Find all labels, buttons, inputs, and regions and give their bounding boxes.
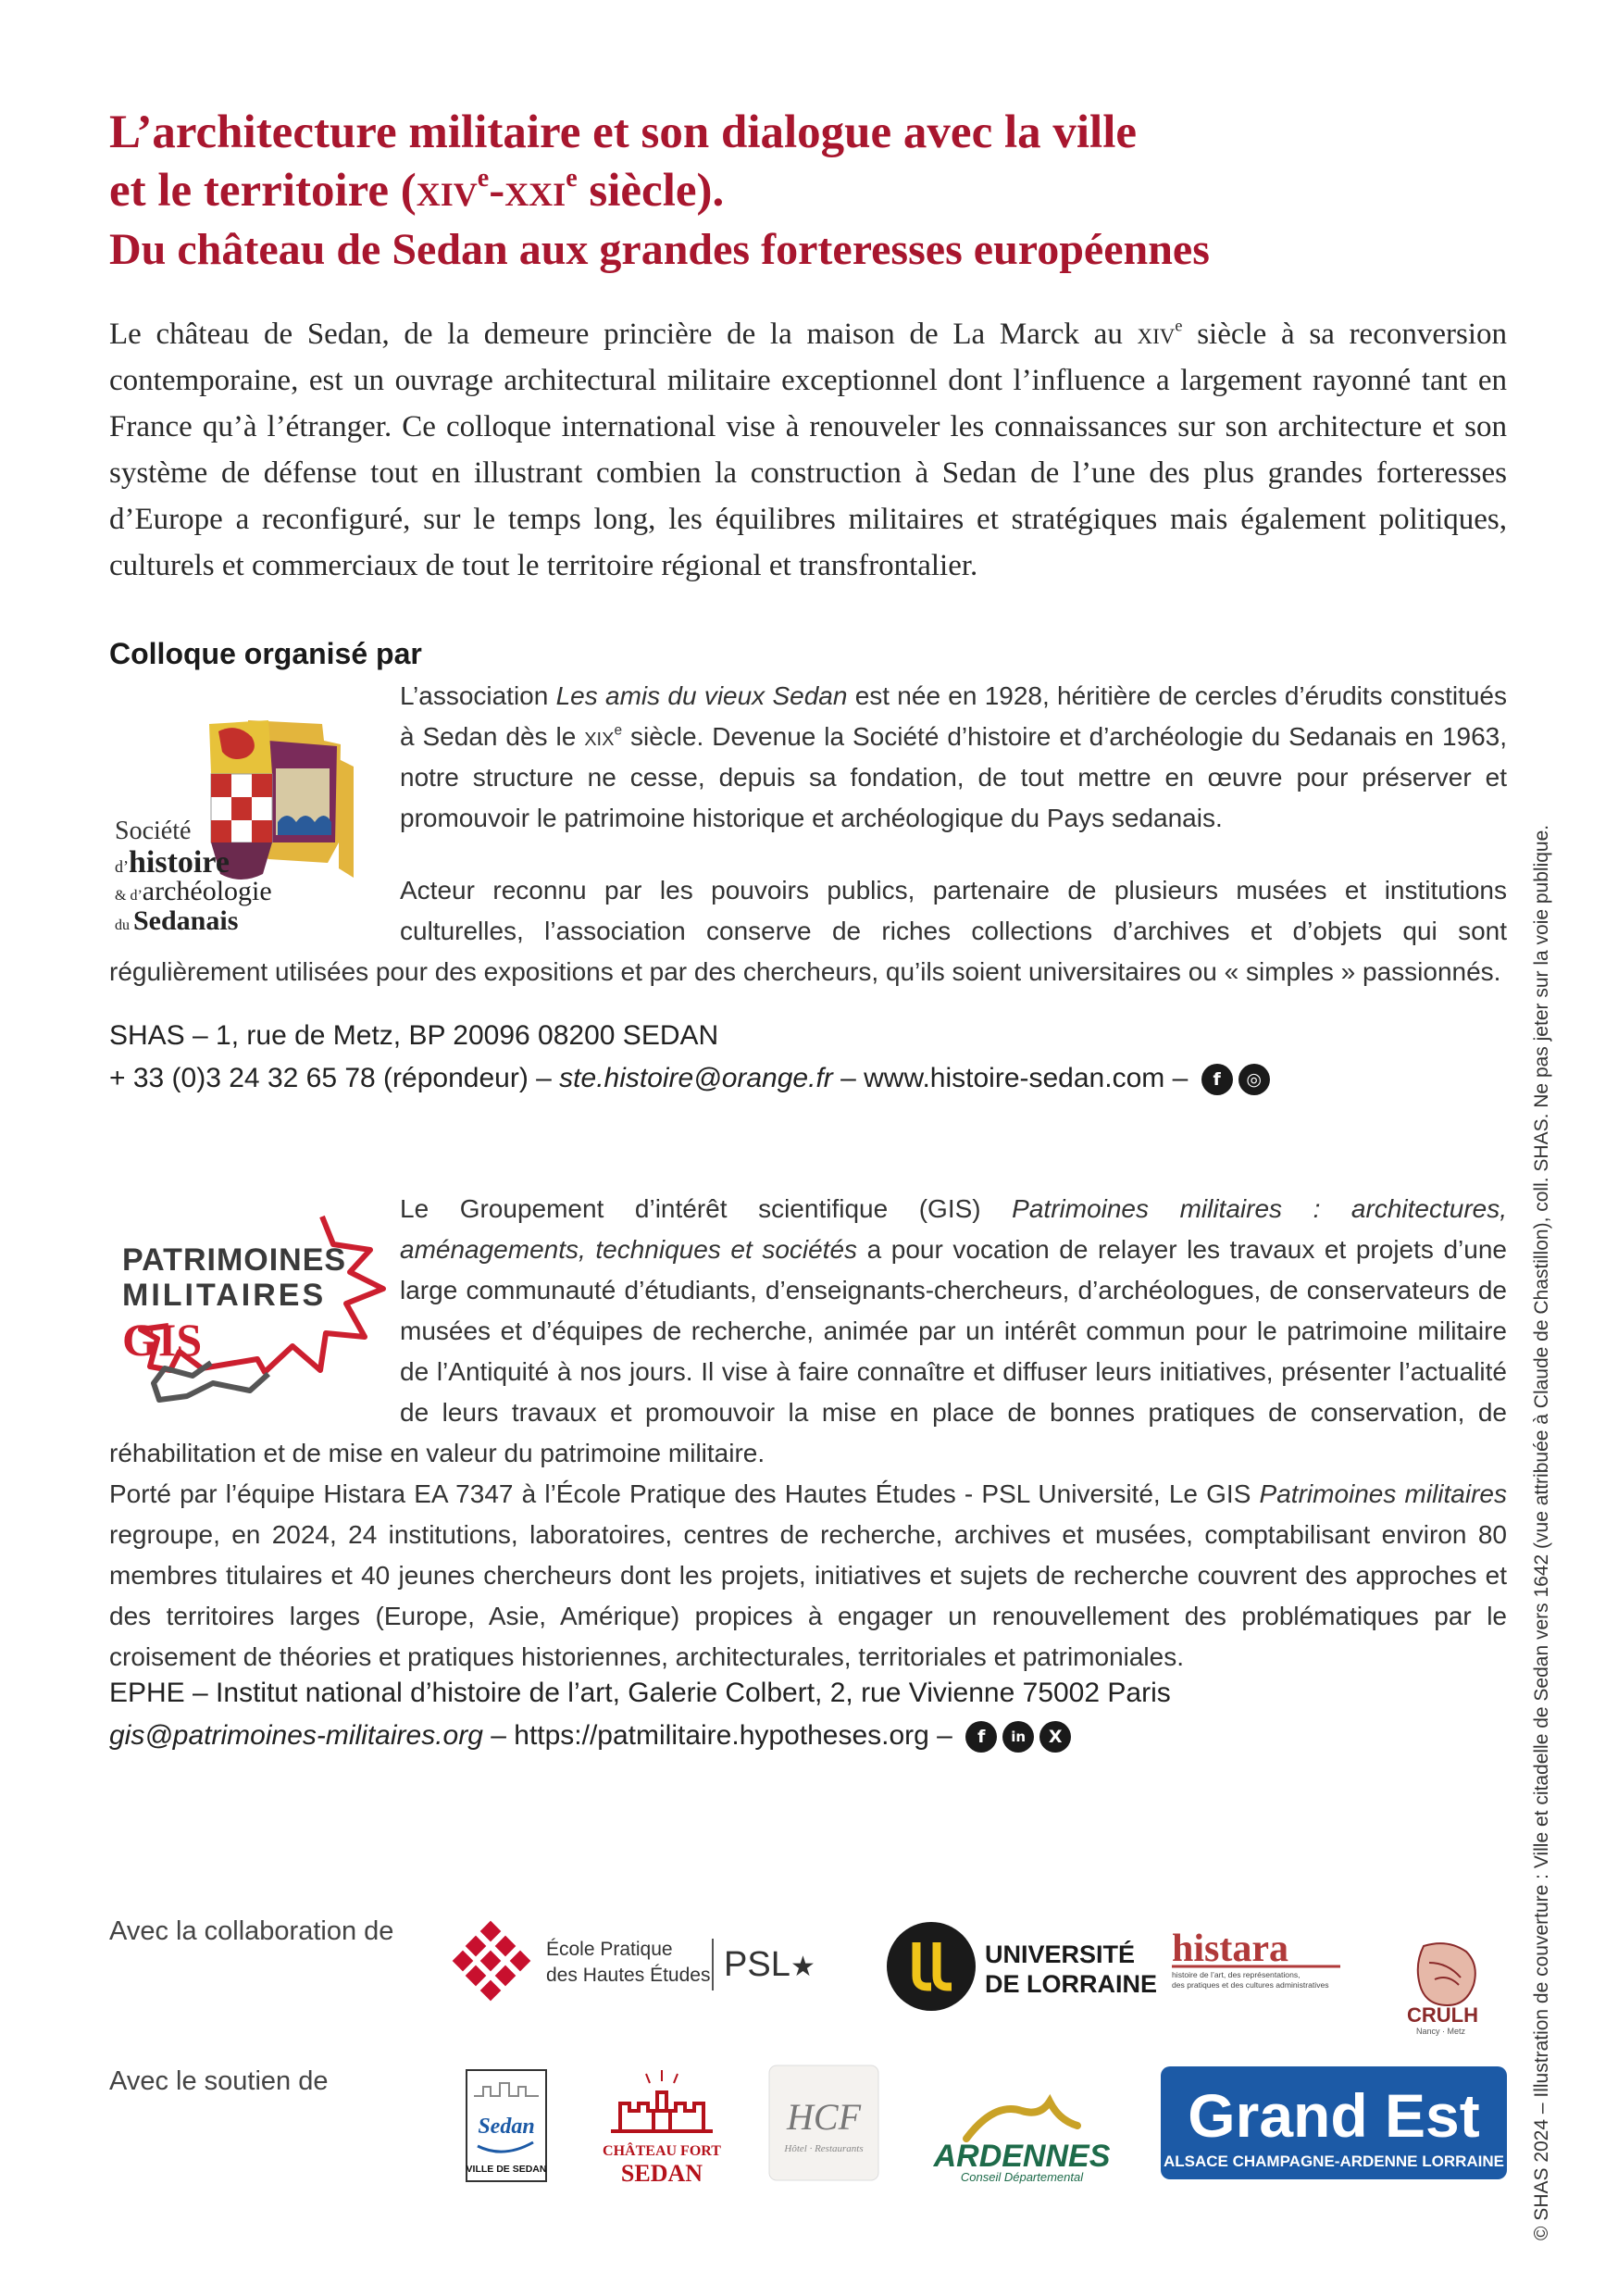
ville-sedan-logo	[465, 2068, 548, 2183]
gis-name: Patrimoines militaires : architectures, aménagements, techniques et sociétés	[400, 1194, 1507, 1264]
gis-email-link[interactable]: gis@patrimoines-militaires.org	[109, 1720, 483, 1751]
grand-est-name: Grand Est	[1188, 2081, 1480, 2150]
hcf-sub: Hôtel · Restaurants	[784, 2143, 864, 2154]
shas-section	[109, 676, 1507, 992]
title-line1: L’architecture militaire et son dialogue avec la ville	[109, 106, 1138, 158]
collaboration-label: Avec la collaboration de	[109, 1916, 394, 1946]
shas-logo-line1: Société	[115, 817, 192, 845]
copyright-credit: © SHAS 2024 – Illustration de couverture : Ville et citadelle de Sedan vers 1642 (vue attribuée à Claude de Chastillon), coll. SHAS. Ne pas jeter sur la voie publique.	[1531, 824, 1552, 2240]
ephe-psl-logo	[455, 1918, 844, 2011]
shas-address: SHAS – 1, rue de Metz, BP 20096 08200 SEDAN	[109, 1020, 719, 1051]
facebook-icon[interactable]: f	[1201, 1064, 1233, 1095]
ardennes-sub: Conseil Départemental	[960, 2170, 1084, 2184]
intro-century-sup: e	[1175, 316, 1183, 335]
gis-website-link[interactable]: https://patmilitaire.hypotheses.org	[514, 1720, 929, 1751]
hcf-logo	[768, 2065, 879, 2181]
gis-logo-line3: GIS	[122, 1314, 203, 1366]
lorraine-line2: DE LORRAINE	[985, 1970, 1158, 1998]
shas-logo-line2: d’histoire	[115, 845, 230, 880]
shas-website-link[interactable]: www.histoire-sedan.com	[864, 1063, 1165, 1093]
shas-email-link[interactable]: ste.histoire@orange.fr	[559, 1063, 833, 1093]
crulh-name: CRULH	[1407, 2003, 1478, 2027]
shas-association-name: Les amis du vieux Sedan	[555, 681, 848, 710]
histara-name: histara	[1172, 1928, 1288, 1970]
intro-part2: siècle à sa reconversion contemporaine, est un ouvrage architectural militaire exceptionnel dont l’influence a largement rayonné tant en France qu’à l’étranger. Ce colloque international vise à renouveler les connaissances sur son architecture et son système de défense tout en illustrant combien la construction à Sedan de l’une des plus grandes forteresses d’Europe a reconfiguré, sur le temps long, les équilibres militaires et stratégiques mais également politiques, culturels et commerciaux de tout le territoire régional et transfrontalier.	[109, 318, 1507, 582]
gis-logo-line2: MILITAIRES	[122, 1278, 327, 1313]
title-century-end-sup: e	[566, 163, 578, 193]
sedan-sub: VILLE DE SEDAN	[466, 2164, 547, 2175]
gis-paragraph-2	[109, 1474, 1507, 1678]
psl-text: PSL	[724, 1945, 790, 1984]
shas-century-sup: e	[614, 722, 623, 739]
facebook-icon[interactable]: f	[965, 1721, 997, 1753]
instagram-icon[interactable]: ◎	[1238, 1064, 1270, 1095]
crulh-sub: Nancy · Metz	[1416, 2027, 1466, 2036]
gis-p2-a: Porté par l’équipe Histara EA 7347 à l’École Pratique des Hautes Études - PSL Université, Le GIS	[109, 1479, 1260, 1508]
intro-century: xiv	[1137, 318, 1176, 351]
x-icon[interactable]: X	[1039, 1721, 1071, 1753]
shas-paragraph-2: Acteur reconnu par les pouvoirs publics, partenaire de plusieurs musées et institutions culturelles, l’association conserve de riches collections d’archives et d’objets qui sont régulièrement utilisées pour des expositions et par des chercheurs, qu’ils soient universitaires ou « simples » passionnés.	[109, 876, 1507, 986]
shas-logo	[109, 704, 387, 935]
linkedin-icon[interactable]: in	[1002, 1721, 1034, 1753]
chateau-line1: CHÂTEAU FORT	[603, 2143, 721, 2159]
ephe-diamond-icon	[453, 1921, 531, 2002]
chateau-fort-logo	[592, 2066, 731, 2187]
organizers-heading: Colloque organisé par	[109, 637, 422, 670]
shas-sep: –	[832, 1063, 865, 1093]
shas-century: xix	[584, 722, 615, 751]
chateau-line2: SEDAN	[620, 2160, 703, 2187]
shas-p1-a: L’association	[400, 681, 556, 710]
gis-name-2: Patrimoines militaires	[1259, 1479, 1507, 1508]
gis-section	[109, 1189, 1507, 1678]
ardennes-mountain-icon	[966, 2102, 1077, 2139]
psl-star-icon: ★	[790, 1951, 815, 1983]
gis-p1-b: a pour vocation de relayer les travaux et projets d’une large communauté d’étudiants, d’enseignants-chercheurs, d’archéologues, de conservateurs de musées et d’équipes de recherche, animée par un intérêt commun pour le patrimoine militaire de l’Antiquité à nos jours. Il vise à faire connaître et diffuser leurs initiatives, présenter l’actualité de leurs travaux et promouvoir la mise en place de bonnes pratiques de conservation, de réhabilitation et de mise en valeur du patrimoine militaire.	[109, 1235, 1507, 1467]
title-line2-post: siècle).	[577, 165, 725, 217]
shas-logo-line4: du Sedanais	[115, 905, 239, 936]
histara-line2: des pratiques et des cultures administratives	[1172, 1980, 1329, 1990]
gis-p1-a: Le Groupement d’intérêt scientifique (GIS)	[400, 1194, 1013, 1223]
gis-sep: –	[482, 1720, 515, 1751]
intro-part1: Le château de Sedan, de la demeure princière de la maison de La Marck au	[109, 318, 1138, 351]
ardennes-logo	[929, 2089, 1114, 2185]
shas-logo-line3: & d’archéologie	[115, 876, 272, 906]
shas-sep2: –	[1164, 1063, 1196, 1093]
page-subtitle: Du château de Sedan aux grandes forteresses européennes	[109, 225, 1210, 274]
gis-logo	[109, 1205, 387, 1409]
grand-est-sub: ALSACE CHAMPAGNE-ARDENNE LORRAINE	[1163, 2152, 1505, 2170]
gis-sep2: –	[928, 1720, 961, 1751]
histara-logo	[1168, 1924, 1344, 1998]
page-title	[109, 104, 1516, 279]
title-dash: -	[489, 165, 505, 217]
shas-contact	[109, 1015, 1270, 1100]
ephe-line1: École Pratique	[546, 1939, 673, 1960]
lorraine-line1: UNIVERSITÉ	[985, 1940, 1136, 1968]
histara-line1: histoire de l’art, des représentations,	[1172, 1970, 1301, 1979]
ephe-line2: des Hautes Études	[546, 1965, 711, 1986]
gis-p2-b: regroupe, en 2024, 24 institutions, laboratoires, centres de recherche, archives et musées, comptabilisant environ 80 membres titulaires et 40 jeunes chercheurs dont les projets, initiatives et sujets de recherche couvrent des approches et des territoires larges (Europe, Asie, Amérique) propices à engager un renouvellement des problématiques par le croisement de théories et pratiques historiennes, architecturales, territoriales et patrimoniales.	[109, 1520, 1507, 1671]
sedan-name: Sedan	[478, 2115, 535, 2139]
support-label: Avec le soutien de	[109, 2066, 329, 2096]
shas-phone: + 33 (0)3 24 32 65 78 (répondeur) –	[109, 1063, 560, 1093]
shas-contact-line	[109, 1057, 1270, 1100]
title-century-start-sup: e	[477, 163, 490, 193]
crulh-map-icon	[1418, 1943, 1475, 2005]
title-century-end: xxi	[504, 165, 566, 217]
hcf-name: HCF	[787, 2096, 861, 2138]
lorraine-circle-icon	[887, 1922, 976, 2011]
gis-contact-line	[109, 1715, 1171, 1757]
grand-est-logo	[1161, 2066, 1507, 2179]
crulh-logo	[1398, 1935, 1490, 2037]
gis-address: EPHE – Institut national d’histoire de l’art, Galerie Colbert, 2, rue Vivienne 75002 Paris	[109, 1678, 1171, 1708]
title-century-start: xiv	[416, 165, 478, 217]
title-line2-pre: et le territoire (	[109, 165, 417, 217]
gis-contact	[109, 1672, 1171, 1757]
shas-crest-icon	[209, 720, 354, 880]
gis-logo-line1: PATRIMOINES	[122, 1242, 347, 1278]
ardennes-name: ARDENNES	[933, 2139, 1111, 2174]
shas-p1-c: siècle. Devenue la Société d’histoire et d’archéologie du Sedanais en 1963, notre structure ne cesse, depuis sa fondation, de tout mettre en œuvre pour préserver et promouvoir le patrimoine historique et archéologique du Pays sedanais.	[400, 722, 1508, 832]
lorraine-logo	[885, 1918, 1158, 2015]
intro-paragraph	[109, 311, 1507, 589]
shas-p1-b: est née en 1928, héritière de cercles d’érudits constitués à Sedan dès le	[400, 681, 1508, 751]
castle-icon	[611, 2092, 713, 2131]
